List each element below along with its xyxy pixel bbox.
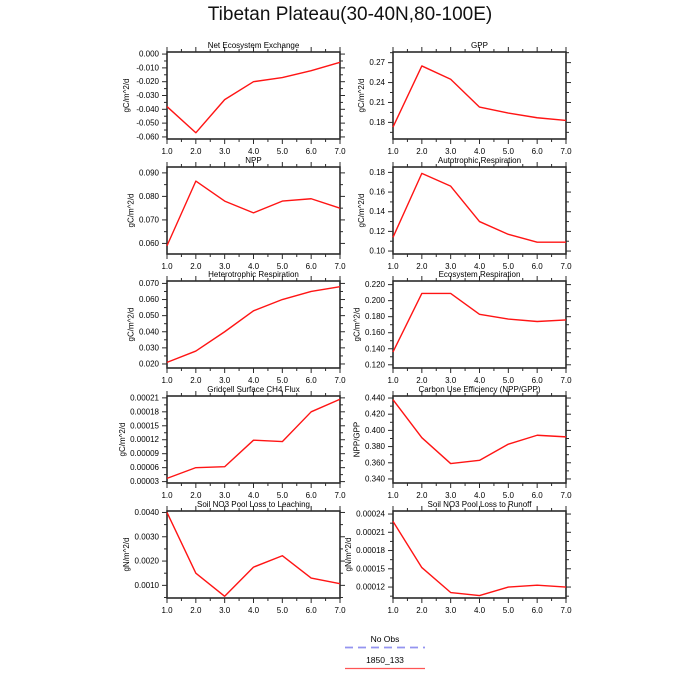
series-line-1850_133 [393, 400, 566, 464]
y-tick-label: 0.00009 [130, 449, 159, 459]
y-tick-label: 0.0030 [134, 532, 159, 542]
y-tick-label: 0.0010 [134, 580, 159, 590]
y-tick-label: 0.090 [138, 168, 159, 178]
y-tick-label: 0.27 [369, 58, 385, 68]
x-tick-label: 6.0 [305, 376, 317, 385]
axis-ticks [388, 162, 571, 259]
legend-label-1850-133: 1850_133 [366, 655, 404, 665]
x-tick-label: 2.0 [190, 606, 202, 615]
plot-frame [393, 52, 566, 139]
x-tick-label: 4.0 [473, 606, 486, 615]
y-tick-label: 0.340 [364, 474, 385, 484]
x-tick-label: 6.0 [305, 606, 317, 615]
x-tick-label: 3.0 [445, 147, 457, 156]
series-line-1850_133 [167, 287, 340, 363]
x-tick-label: 7.0 [560, 491, 572, 500]
x-tick-label: 7.0 [560, 376, 572, 385]
plot-frame [393, 281, 566, 368]
chart-panel-1 [331, 38, 575, 156]
y-axis-label: NPP/GPP [352, 421, 362, 458]
x-tick-label: 5.0 [502, 147, 514, 156]
y-tick-label: 0.070 [138, 215, 159, 225]
y-tick-label: 0.12 [369, 226, 385, 236]
x-tick-label: 1.0 [161, 606, 173, 615]
chart-panel-9 [331, 497, 575, 615]
x-tick-label: 1.0 [161, 376, 173, 385]
plot-frame [167, 281, 340, 368]
chart-panel-7 [331, 382, 575, 500]
legend-label-no-obs: No Obs [370, 634, 400, 644]
legend-item-1850-133 [345, 655, 425, 671]
x-tick-label: 7.0 [560, 147, 572, 156]
x-tick-label: 4.0 [247, 376, 260, 385]
axis-ticks [388, 276, 571, 373]
chart-title: Heterotrophic Respiration [208, 270, 299, 279]
y-axis-label: gC/m^2/d [352, 307, 362, 342]
x-tick-label: 5.0 [276, 606, 288, 615]
x-tick-label: 6.0 [531, 376, 543, 385]
y-tick-label: 0.080 [138, 191, 159, 201]
axis-ticks [162, 506, 345, 603]
y-tick-label: 0.00018 [356, 546, 385, 556]
chart-panel-8 [105, 497, 349, 615]
x-tick-label: 5.0 [276, 491, 288, 500]
y-tick-label: 0.120 [364, 360, 385, 370]
x-tick-label: 7.0 [334, 262, 346, 271]
x-tick-label: 2.0 [416, 262, 428, 271]
y-axis-label: gC/m^2/d [117, 422, 127, 457]
y-tick-label: 0.00003 [130, 477, 159, 487]
y-tick-label: 0.200 [364, 296, 385, 306]
y-tick-label: 0.0040 [134, 507, 159, 517]
y-tick-label: 0.060 [138, 238, 159, 248]
plot-frame [167, 52, 340, 139]
x-tick-label: 3.0 [445, 491, 457, 500]
x-tick-label: 7.0 [334, 491, 346, 500]
plot-frame [167, 511, 340, 598]
series-line-1850_133 [393, 173, 566, 242]
x-tick-label: 2.0 [416, 606, 428, 615]
series-line-1850_133 [393, 293, 566, 352]
x-tick-label: 4.0 [247, 147, 260, 156]
y-tick-label: 0.060 [138, 295, 159, 305]
y-tick-label: 0.160 [364, 328, 385, 338]
x-tick-label: 4.0 [247, 491, 260, 500]
x-tick-label: 3.0 [445, 606, 457, 615]
x-tick-label: 4.0 [247, 262, 260, 271]
y-tick-label: 0.440 [364, 393, 385, 403]
x-tick-label: 7.0 [334, 606, 346, 615]
y-tick-label: 0.220 [364, 280, 385, 290]
x-tick-label: 3.0 [219, 262, 231, 271]
axis-ticks [388, 506, 571, 603]
axis-ticks [162, 162, 345, 259]
y-axis-label: gN/m^2/d [122, 537, 132, 572]
x-tick-label: 4.0 [473, 491, 486, 500]
y-tick-label: 0.360 [364, 458, 385, 468]
y-tick-label: 0.020 [138, 359, 159, 369]
x-tick-label: 5.0 [276, 376, 288, 385]
y-tick-label: 0.180 [364, 312, 385, 322]
x-tick-label: 3.0 [219, 491, 231, 500]
x-tick-label: 6.0 [305, 147, 317, 156]
series-solid-line-swatch [345, 666, 425, 671]
y-tick-label: 0.10 [369, 246, 385, 256]
legend-item-no-obs [345, 634, 425, 650]
x-tick-label: 6.0 [531, 262, 543, 271]
y-tick-label: 0.420 [364, 409, 385, 419]
x-tick-label: 4.0 [247, 606, 260, 615]
axis-ticks [388, 391, 571, 488]
y-tick-label: 0.14 [369, 207, 385, 217]
chart-title: GPP [471, 41, 488, 50]
chart-panel-5 [331, 267, 575, 385]
x-tick-label: 7.0 [334, 147, 346, 156]
y-tick-label: 0.00021 [130, 393, 159, 403]
y-tick-label: 0.380 [364, 442, 385, 452]
x-tick-label: 7.0 [334, 376, 346, 385]
x-tick-label: 3.0 [219, 147, 231, 156]
series-line-1850_133 [393, 521, 566, 595]
y-tick-label: 0.400 [364, 425, 385, 435]
chart-panel-2 [105, 153, 349, 271]
y-tick-label: 0.18 [369, 117, 385, 127]
series-line-1850_133 [167, 399, 340, 478]
y-axis-label: gN/m^2/d [343, 537, 353, 572]
y-tick-label: 0.00015 [356, 564, 385, 574]
y-tick-label: 0.050 [138, 311, 159, 321]
x-tick-label: 5.0 [502, 491, 514, 500]
y-tick-label: -0.020 [136, 77, 159, 87]
x-tick-label: 6.0 [305, 262, 317, 271]
x-tick-label: 1.0 [387, 491, 399, 500]
y-tick-label: 0.00012 [130, 435, 159, 445]
y-tick-label: 0.00021 [356, 527, 385, 537]
axis-ticks [162, 47, 345, 144]
x-tick-label: 5.0 [502, 606, 514, 615]
x-tick-label: 3.0 [219, 606, 231, 615]
y-tick-label: 0.21 [369, 97, 385, 107]
y-tick-label: 0.030 [138, 343, 159, 353]
x-tick-label: 3.0 [219, 376, 231, 385]
x-tick-label: 3.0 [445, 376, 457, 385]
y-axis-label: gC/m^2/d [126, 307, 136, 342]
x-tick-label: 2.0 [190, 262, 202, 271]
x-tick-label: 2.0 [190, 491, 202, 500]
axis-ticks [388, 47, 571, 144]
x-tick-label: 7.0 [560, 262, 572, 271]
x-tick-label: 2.0 [190, 147, 202, 156]
y-axis-label: gC/m^2/d [356, 193, 366, 228]
x-tick-label: 1.0 [387, 606, 399, 615]
x-tick-label: 2.0 [416, 491, 428, 500]
y-tick-label: 0.140 [364, 344, 385, 354]
y-tick-label: 0.24 [369, 78, 385, 88]
x-tick-label: 1.0 [161, 262, 173, 271]
x-tick-label: 5.0 [502, 262, 514, 271]
y-tick-label: -0.060 [136, 132, 159, 142]
x-tick-label: 1.0 [387, 147, 399, 156]
y-axis-label: gC/m^2/d [356, 78, 366, 113]
chart-panel-4 [105, 267, 349, 385]
series-line-1850_133 [167, 181, 340, 246]
chart-title: Autotrophic Respiration [437, 156, 522, 165]
plot-frame [393, 396, 566, 483]
chart-title: Ecosystem Respiration [438, 270, 521, 279]
y-axis-label: gC/m^2/d [126, 193, 136, 228]
series-line-1850_133 [167, 512, 340, 596]
x-tick-label: 7.0 [560, 606, 572, 615]
y-tick-label: -0.040 [136, 104, 159, 114]
x-tick-label: 1.0 [387, 376, 399, 385]
x-tick-label: 4.0 [473, 376, 486, 385]
series-line-1850_133 [167, 62, 340, 132]
x-tick-label: 3.0 [445, 262, 457, 271]
x-tick-label: 5.0 [276, 262, 288, 271]
x-tick-label: 5.0 [502, 376, 514, 385]
y-tick-label: -0.030 [136, 91, 159, 100]
no-obs-dashed-line-swatch [345, 645, 425, 650]
chart-title: Net Ecosystem Exchange [207, 41, 300, 50]
x-tick-label: 5.0 [276, 147, 288, 156]
x-tick-label: 1.0 [161, 491, 173, 500]
y-tick-label: 0.070 [138, 278, 159, 288]
chart-title: Soil NO3 Pool Loss to Runoff [427, 500, 532, 509]
y-tick-label: 0.18 [369, 167, 385, 177]
legend [345, 634, 425, 676]
x-tick-label: 1.0 [387, 262, 399, 271]
y-tick-label: -0.050 [136, 118, 159, 128]
x-tick-label: 2.0 [416, 376, 428, 385]
y-axis-label: gC/m^2/d [122, 78, 132, 113]
y-tick-label: 0.00015 [130, 421, 159, 431]
x-tick-label: 2.0 [190, 376, 202, 385]
series-line-1850_133 [393, 66, 566, 127]
y-tick-label: 0.0020 [134, 556, 159, 566]
y-tick-label: 0.00012 [356, 582, 385, 592]
chart-panel-3 [331, 153, 575, 271]
x-tick-label: 4.0 [473, 147, 486, 156]
chart-title: Gridcell Surface CH4 Flux [207, 385, 300, 394]
x-tick-label: 6.0 [531, 491, 543, 500]
x-tick-label: 6.0 [531, 147, 543, 156]
chart-panel-6 [105, 382, 349, 500]
y-tick-label: 0.040 [138, 327, 159, 337]
x-tick-label: 4.0 [473, 262, 486, 271]
chart-panel-0 [105, 38, 349, 156]
chart-title: NPP [245, 156, 262, 165]
page-title: Tibetan Plateau(30-40N,80-100E) [207, 4, 493, 25]
y-tick-label: 0.00006 [130, 463, 159, 473]
plot-frame [167, 167, 340, 254]
y-tick-label: 0.16 [369, 187, 385, 197]
y-tick-label: -0.010 [136, 63, 159, 73]
y-tick-label: 0.00018 [130, 407, 159, 417]
chart-title: Carbon Use Efficiency (NPP/GPP) [418, 385, 541, 394]
chart-title: Soil NO3 Pool Loss to Leaching [197, 500, 310, 509]
x-tick-label: 6.0 [531, 606, 543, 615]
x-tick-label: 1.0 [161, 147, 173, 156]
y-tick-label: 0.00024 [356, 509, 385, 519]
x-tick-label: 2.0 [416, 147, 428, 156]
y-tick-label: 0.000 [138, 49, 159, 59]
x-tick-label: 6.0 [305, 491, 317, 500]
